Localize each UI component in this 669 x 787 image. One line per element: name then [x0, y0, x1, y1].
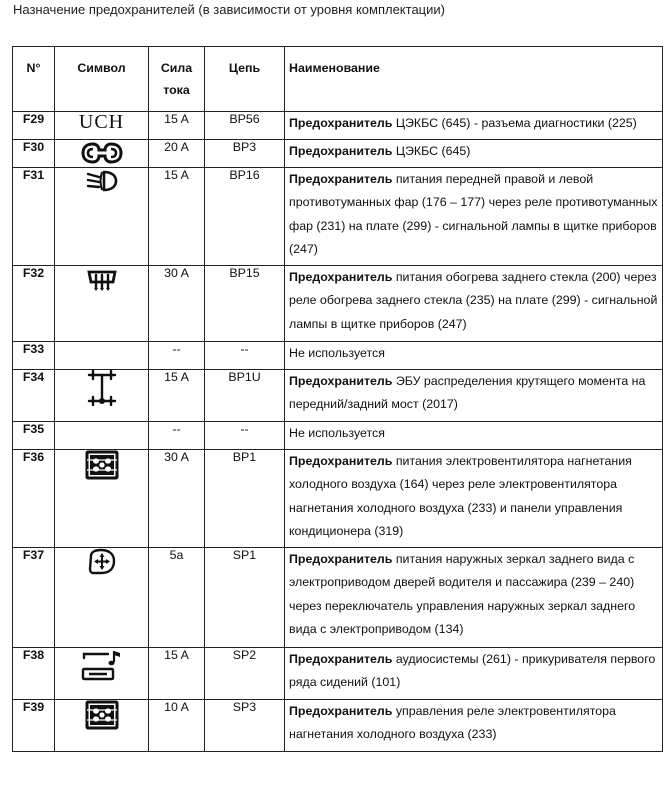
fuse-description-lead: Предохранитель — [289, 454, 393, 468]
fuse-description-lead: Предохранитель — [289, 172, 393, 186]
symbol-cell — [55, 112, 149, 140]
symbol-cell — [55, 450, 149, 548]
header-amperage: Сила тока — [149, 47, 205, 112]
rear-defrost-icon — [59, 266, 144, 292]
table-row — [13, 140, 663, 168]
fuse-amperage: 15 A — [149, 112, 205, 140]
fuse-circuit: -- — [205, 422, 285, 450]
fuse-number: F35 — [13, 422, 55, 450]
fuse-description-text: ЦЭКБС (645) - разъема диагностики (225) — [392, 116, 637, 130]
drivetrain-icon — [59, 370, 144, 406]
fuse-amperage: 5a — [149, 548, 205, 648]
table-row — [13, 450, 663, 548]
fuse-description-text: Не используется — [289, 426, 385, 440]
fuse-number: F39 — [13, 700, 55, 752]
fuse-amperage: -- — [149, 342, 205, 370]
fuse-description — [285, 370, 663, 422]
blower-fan-icon — [59, 450, 144, 480]
fuse-description — [285, 140, 663, 168]
symbol-cell — [55, 266, 149, 342]
table-row — [13, 342, 663, 370]
fuse-description — [285, 700, 663, 752]
fuse-description-text: управления реле электровентилятора нагнетания холодного воздуха (233) — [289, 704, 616, 742]
table-header-row — [13, 47, 663, 112]
symbol-cell — [55, 342, 149, 370]
fuse-description — [285, 266, 663, 342]
table-row — [13, 422, 663, 450]
symbol-cell — [55, 140, 149, 168]
fuse-number: F33 — [13, 342, 55, 370]
fuse-amperage: 15 A — [149, 168, 205, 266]
fuse-circuit: BP15 — [205, 266, 285, 342]
fuse-circuit: SP1 — [205, 548, 285, 648]
fuse-description — [285, 342, 663, 370]
symbol-cell — [55, 168, 149, 266]
audio-icon — [59, 648, 144, 684]
fuse-description-text: питания обогрева заднего стекла (200) через реле обогрева заднего стекла (235) на плате (299) - сигнальной лампы в щитке приборов (247) — [289, 270, 658, 331]
table-row — [13, 648, 663, 700]
fuse-amperage: 10 A — [149, 700, 205, 752]
horn-icon — [59, 140, 144, 166]
table-row — [13, 266, 663, 342]
header-circuit: Цепь — [205, 47, 285, 112]
fuse-description-lead: Предохранитель — [289, 144, 393, 158]
fuse-table — [12, 46, 663, 752]
fuse-description-text: Не используется — [289, 346, 385, 360]
fuse-description — [285, 168, 663, 266]
symbol-cell — [55, 422, 149, 450]
fuse-amperage: 15 A — [149, 648, 205, 700]
fog-light-icon — [59, 168, 144, 194]
fuse-number: F37 — [13, 548, 55, 648]
symbol-cell — [55, 648, 149, 700]
fuse-circuit: BP1 — [205, 450, 285, 548]
fuse-number: F31 — [13, 168, 55, 266]
fuse-description-lead: Предохранитель — [289, 374, 393, 388]
fuse-circuit: BP3 — [205, 140, 285, 168]
fuse-number: F30 — [13, 140, 55, 168]
fuse-number: F34 — [13, 370, 55, 422]
mirror-icon — [59, 548, 144, 576]
fuse-description-lead: Предохранитель — [289, 552, 393, 566]
fuse-amperage: 30 A — [149, 266, 205, 342]
table-row — [13, 168, 663, 266]
page-title: Назначение предохранителей (в зависимости от уровня комплектации) — [13, 2, 445, 17]
fuse-amperage: 15 A — [149, 370, 205, 422]
symbol-cell — [55, 370, 149, 422]
fuse-number: F36 — [13, 450, 55, 548]
fuse-circuit: BP16 — [205, 168, 285, 266]
fuse-circuit: SP3 — [205, 700, 285, 752]
fuse-description-text: ЦЭКБС (645) — [392, 144, 471, 158]
fuse-description-lead: Предохранитель — [289, 704, 393, 718]
symbol-cell — [55, 548, 149, 648]
fuse-description-text: питания наружных зеркал заднего вида с электроприводом дверей водителя и пассажира (239 – 240) через переключатель управления наружных зеркал заднего вида с электроприводом (134) — [289, 552, 636, 637]
fuse-description — [285, 450, 663, 548]
fuse-number: F38 — [13, 648, 55, 700]
table-row — [13, 548, 663, 648]
fuse-description — [285, 548, 663, 648]
fuse-description — [285, 112, 663, 140]
fuse-circuit: SP2 — [205, 648, 285, 700]
blower-fan-icon — [59, 700, 144, 730]
fuse-description-lead: Предохранитель — [289, 270, 393, 284]
fuse-description-lead: Предохранитель — [289, 116, 393, 130]
fuse-circuit: BP1U — [205, 370, 285, 422]
uch-label: UCH — [78, 111, 125, 133]
fuse-amperage: -- — [149, 422, 205, 450]
fuse-number: F29 — [13, 112, 55, 140]
fuse-description-text: ЭБУ распределения крутящего момента на передний/задний мост (2017) — [289, 374, 646, 412]
header-name: Наименование — [285, 47, 663, 112]
fuse-circuit: -- — [205, 342, 285, 370]
table-row — [13, 112, 663, 140]
header-symbol: Символ — [55, 47, 149, 112]
fuse-description — [285, 648, 663, 700]
fuse-description-text: аудиосистемы (261) - прикуривателя первого ряда сидений (101) — [289, 652, 656, 690]
table-row — [13, 700, 663, 752]
symbol-cell — [55, 700, 149, 752]
fuse-description-lead: Предохранитель — [289, 652, 393, 666]
fuse-amperage: 30 A — [149, 450, 205, 548]
fuse-description-text: питания передней правой и левой противотуманных фар (176 – 177) через реле противотуманных фар (231) на плате (299) - сигнальной лампы в щитке приборов (247) — [289, 172, 658, 257]
fuse-circuit: BP56 — [205, 112, 285, 140]
fuse-number: F32 — [13, 266, 55, 342]
table-row — [13, 370, 663, 422]
fuse-description-text: питания электровентилятора нагнетания холодного воздуха (164) через реле электровентилятора нагнетания холодного воздуха (233) и панели управления кондиционера (319) — [289, 454, 632, 539]
fuse-amperage: 20 A — [149, 140, 205, 168]
fuse-description — [285, 422, 663, 450]
header-num: N° — [13, 47, 55, 112]
